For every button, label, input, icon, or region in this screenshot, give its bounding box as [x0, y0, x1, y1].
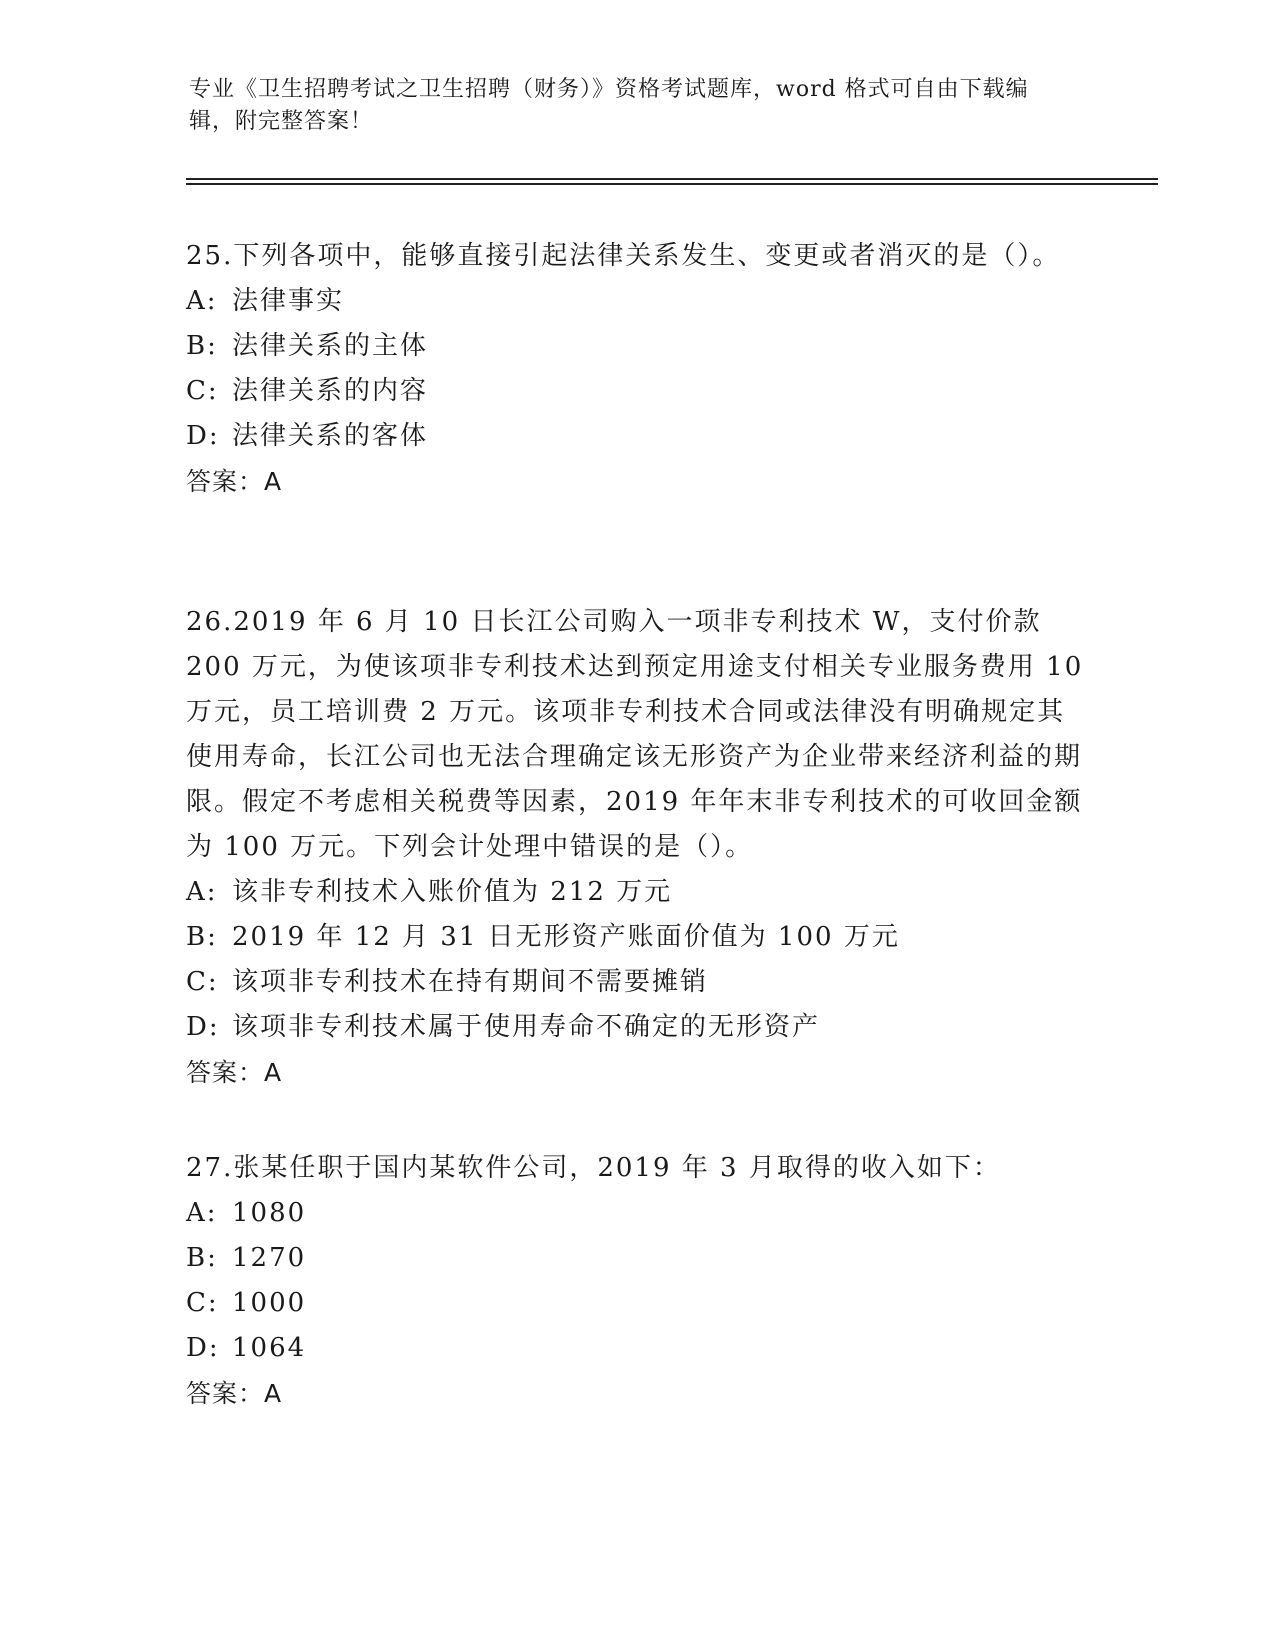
question-stem: 26.2019 年 6 月 10 日长江公司购入一项非专利技术 W，支付价款 200 万元，为使该项非专利技术达到预定用途支付相关专业服务费用 10 万元，员工培训费 2 万元。该项非专利技术合同或法律没有明确规定其使用寿命，长江公司也无法合理确定该无形资产为企业带来经济利益的期限。假定不考虑相关税费等因素，2019 年年末非专利技术的可收回金额为 100 万元。下列会计处理中错误的是（）。	[186, 607, 1084, 862]
option-key: C:	[186, 1288, 219, 1318]
option-text: 法律事实	[232, 286, 345, 316]
answer-line: 答案：A	[186, 467, 283, 496]
option-b	[186, 324, 1086, 369]
option-c	[186, 369, 1086, 414]
option-d	[186, 414, 1086, 459]
option-key: A:	[186, 877, 218, 907]
option-key: A:	[186, 1198, 218, 1228]
question-stem: 27.张某任职于国内某软件公司，2019 年 3 月取得的收入如下：	[186, 1153, 1001, 1183]
option-key: C:	[186, 967, 219, 997]
option-key: A:	[186, 286, 218, 316]
option-key: B:	[186, 922, 218, 952]
answer-line: 答案：A	[186, 1058, 283, 1087]
option-b	[186, 1236, 1086, 1281]
option-text: 法律关系的主体	[232, 331, 429, 361]
option-d	[186, 1326, 1086, 1371]
option-c	[186, 1281, 1086, 1326]
option-text: 该非专利技术入账价值为 212 万元	[232, 877, 673, 907]
option-text: 法律关系的内容	[232, 376, 429, 406]
question-stem: 25.下列各项中，能够直接引起法律关系发生、变更或者消灭的是（）。	[186, 241, 1061, 271]
option-c	[186, 960, 1086, 1005]
option-a	[186, 1191, 1086, 1236]
option-text: 1064	[232, 1333, 307, 1363]
answer-line: 答案：A	[186, 1379, 283, 1408]
option-key: B:	[186, 1243, 218, 1273]
option-key: C:	[186, 376, 219, 406]
option-text: 1270	[232, 1243, 307, 1273]
header-divider-bottom	[186, 183, 1158, 185]
option-text: 该项非专利技术在持有期间不需要摊销	[232, 967, 709, 997]
question-26	[186, 600, 1086, 1095]
option-key: D:	[186, 1012, 220, 1042]
option-d	[186, 1005, 1086, 1050]
header-divider-top	[186, 178, 1158, 180]
option-text: 2019 年 12 月 31 日无形资产账面价值为 100 万元	[232, 922, 900, 952]
option-text: 法律关系的客体	[232, 421, 429, 451]
option-b	[186, 915, 1086, 960]
option-key: D:	[186, 1333, 220, 1363]
option-key: B:	[186, 331, 218, 361]
page-header: 专业《卫生招聘考试之卫生招聘（财务）》资格考试题库，word 格式可自由下载编辑，附完整答案！	[189, 77, 1029, 134]
option-key: D:	[186, 421, 220, 451]
option-text: 1080	[232, 1198, 307, 1228]
option-a	[186, 870, 1086, 915]
option-a	[186, 279, 1086, 324]
option-text: 该项非专利技术属于使用寿命不确定的无形资产	[232, 1012, 821, 1042]
question-27	[186, 1146, 1086, 1416]
question-25	[186, 234, 1086, 504]
option-text: 1000	[232, 1288, 307, 1318]
